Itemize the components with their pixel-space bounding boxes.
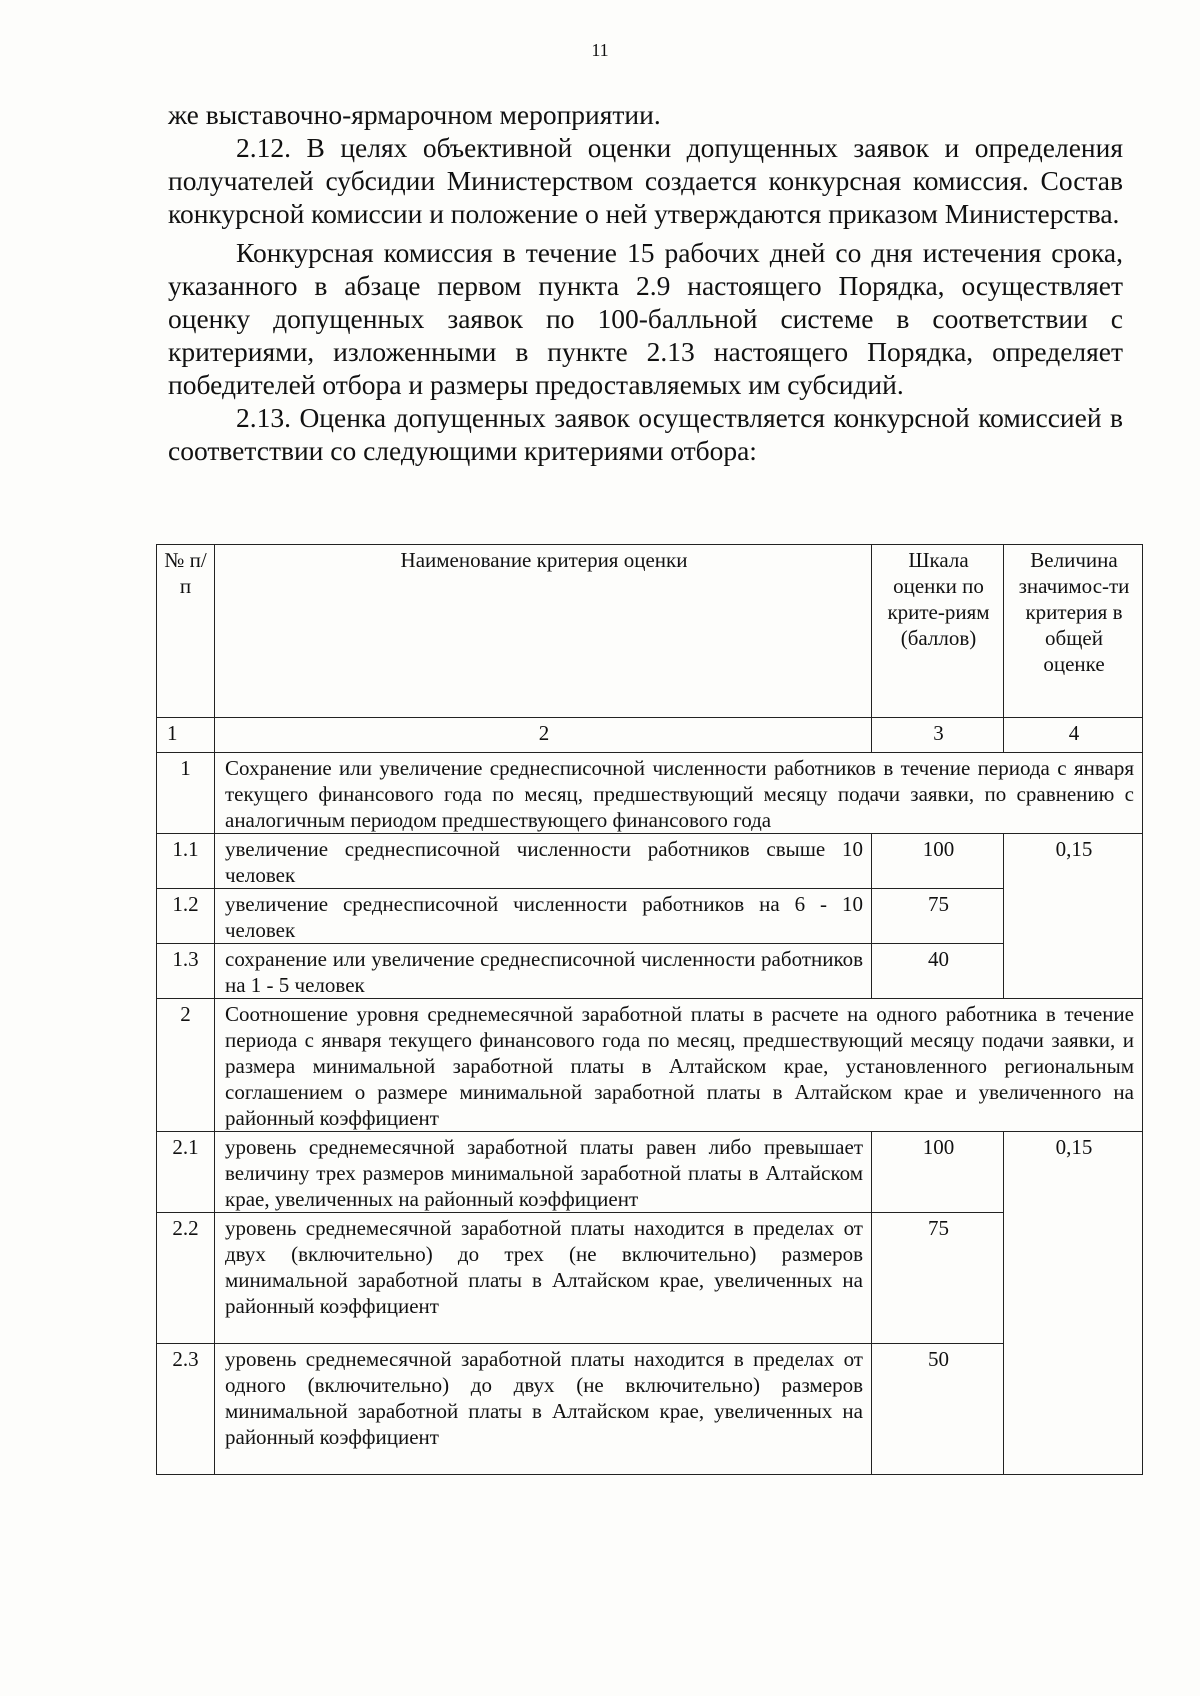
row-num: 2: [157, 999, 215, 1132]
header-name: Наименование критерия оценки: [215, 545, 872, 718]
row-text: уровень среднемесячной заработной платы находится в пределах от двух (включительно) до трех (не включительно) размеров минимальной заработной платы в Алтайском крае, увеличенных на районный коэффициент: [215, 1213, 872, 1344]
index-cell: 3: [872, 718, 1004, 753]
table-header-row: [157, 545, 1143, 718]
header-num: № п/п: [157, 545, 215, 718]
row-score: 75: [872, 1213, 1004, 1344]
row-num: 1: [157, 753, 215, 834]
row-text: Сохранение или увеличение среднесписочной численности работников в течение периода с января текущего финансового года по месяц, предшествующий месяцу подачи заявки, по сравнению с аналогичным периодом предшествующего финансового года: [215, 753, 1143, 834]
table-row-section-2: [157, 999, 1143, 1132]
row-score: 100: [872, 834, 1004, 889]
index-cell: 4: [1004, 718, 1143, 753]
table-row: [157, 1344, 1143, 1475]
table-row: [157, 834, 1143, 889]
row-score: 40: [872, 944, 1004, 999]
table-row: [157, 944, 1143, 999]
row-score: 75: [872, 889, 1004, 944]
row-text: Соотношение уровня среднемесячной заработной платы в расчете на одного работника в течение периода с января текущего финансового года по месяц, предшествующий месяцу подачи заявки, и размера минимальной заработной платы в Алтайском крае, установленного региональным соглашением о размере минимальной заработной платы в Алтайском крае и увеличенного на районный коэффициент: [215, 999, 1143, 1132]
row-num: 2.3: [157, 1344, 215, 1475]
row-text: сохранение или увеличение среднесписочной численности работников на 1 - 5 человек: [215, 944, 872, 999]
index-cell: 2: [215, 718, 872, 753]
row-text: увеличение среднесписочной численности работников на 6 - 10 человек: [215, 889, 872, 944]
row-num: 1.3: [157, 944, 215, 999]
header-scale: Шкала оценки по крите-риям (баллов): [872, 545, 1004, 718]
page-number: 11: [591, 40, 609, 60]
row-weight: 0,15: [1004, 1132, 1143, 1475]
row-num: 1.1: [157, 834, 215, 889]
row-num: 2.2: [157, 1213, 215, 1344]
table-index-row: [157, 718, 1143, 753]
row-score: 50: [872, 1344, 1004, 1475]
paragraph-2-12: 2.12. В целях объективной оценки допущенных заявок и определения получателей субсидии Министерством создается конкурсная комиссия. Состав конкурсной комиссии и положение о ней утверждаются приказом Министерства.: [168, 132, 1123, 229]
table-row: [157, 889, 1143, 944]
paragraph-2-13: 2.13. Оценка допущенных заявок осуществляется конкурсной комиссией в соответствии со следующими критериями отбора:: [168, 402, 1123, 466]
paragraph-commission: Конкурсная комиссия в течение 15 рабочих дней со дня истечения срока, указанного в абзаце первом пункта 2.9 настоящего Порядка, осуществляет оценку допущенных заявок по 100-балльной системе в соответствии с критериями, изложенными в пункте 2.13 настоящего Порядка, определяет победителей отбора и размеры предоставляемых им субсидий.: [168, 237, 1123, 400]
document-body: [168, 98, 1123, 467]
index-cell: 1: [157, 718, 215, 753]
criteria-table: [156, 544, 1143, 1475]
row-text: увеличение среднесписочной численности работников свыше 10 человек: [215, 834, 872, 889]
row-num: 1.2: [157, 889, 215, 944]
table-row: [157, 1213, 1143, 1344]
header-weight: Величина значимос-ти критерия в общей оценке: [1004, 545, 1143, 718]
paragraph-continuation: же выставочно-ярмарочном мероприятии.: [168, 99, 661, 130]
table-row: [157, 1132, 1143, 1213]
row-num: 2.1: [157, 1132, 215, 1213]
row-score: 100: [872, 1132, 1004, 1213]
row-text: уровень среднемесячной заработной платы находится в пределах от одного (включительно) до двух (не включительно) размеров минимальной заработной платы в Алтайском крае, увеличенных на районный коэффициент: [215, 1344, 872, 1475]
row-weight: 0,15: [1004, 834, 1143, 999]
table-row-section-1: [157, 753, 1143, 834]
row-text: уровень среднемесячной заработной платы равен либо превышает величину трех размеров минимальной заработной платы в Алтайском крае, увеличенных на районный коэффициент: [215, 1132, 872, 1213]
